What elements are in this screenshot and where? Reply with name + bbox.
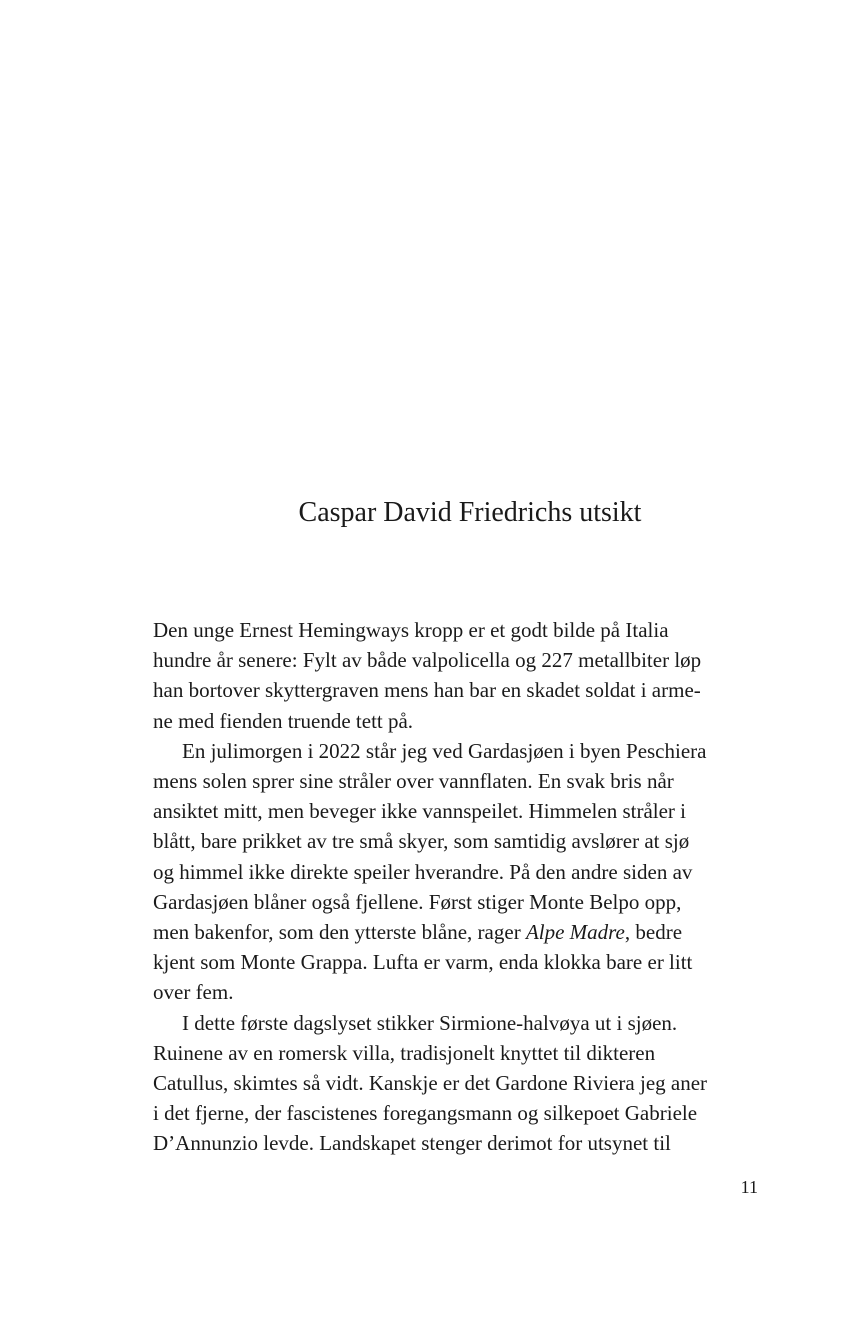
chapter-title: Caspar David Friedrichs utsikt: [298, 497, 642, 528]
body-text: [153, 615, 758, 1159]
text-line: I dette første dagslyset stikker Sirmione-halvøya ut i sjøen.: [182, 1010, 678, 1035]
text-line: i det fjerne, der fascistenes foregangsmann og silkepoet Gabriele: [153, 1101, 698, 1126]
page-number: 11: [740, 1177, 758, 1197]
text-line: ne med fienden truende tett på.: [153, 708, 414, 733]
text-line: blått, bare prikket av tre små skyer, som samtidig avslører at sjø: [153, 829, 690, 854]
text-line: mens solen sprer sine stråler over vannflaten. En svak bris når: [153, 769, 674, 794]
text-line: Catullus, skimtes så vidt. Kanskje er det Gardone Riviera jeg aner: [153, 1071, 708, 1096]
paragraph-2: [153, 736, 758, 1008]
text-line: Den unge Ernest Hemingways kropp er et godt bilde på Italia: [153, 618, 669, 642]
text-line: han bortover skyttergraven mens han bar en skadet soldat i arme-: [153, 678, 701, 703]
text-line: En julimorgen i 2022 står jeg ved Gardasjøen i byen Peschiera: [182, 738, 707, 763]
text-line: Gardasjøen blåner også fjellene. Først stiger Monte Belpo opp,: [153, 889, 682, 914]
text-line: hundre år senere: Fylt av både valpolicella og 227 metallbiter løp: [153, 648, 702, 673]
italic-place-name: Alpe Madre: [525, 920, 625, 945]
text-segment: men bakenfor, som den ytterste blåne, rager: [153, 920, 526, 945]
paragraph-1: [153, 615, 758, 736]
text-line: over fem.: [153, 980, 234, 1005]
text-line: D’Annunzio levde. Landskapet stenger derimot for utsynet til: [153, 1131, 671, 1156]
paragraph-3: [153, 1008, 758, 1159]
text-line: Ruinene av en romersk villa, tradisjonelt knyttet til dikteren: [153, 1040, 656, 1065]
text-line: og himmel ikke direkte speiler hverandre. På den andre siden av: [153, 859, 693, 884]
text-line: ansiktet mitt, men beveger ikke vannspeilet. Himmelen stråler i: [153, 799, 687, 824]
text-segment: , bedre: [624, 920, 683, 945]
text-line-with-italic: [153, 917, 758, 947]
text-line: kjent som Monte Grappa. Lufta er varm, enda klokka bare er litt: [153, 950, 693, 975]
